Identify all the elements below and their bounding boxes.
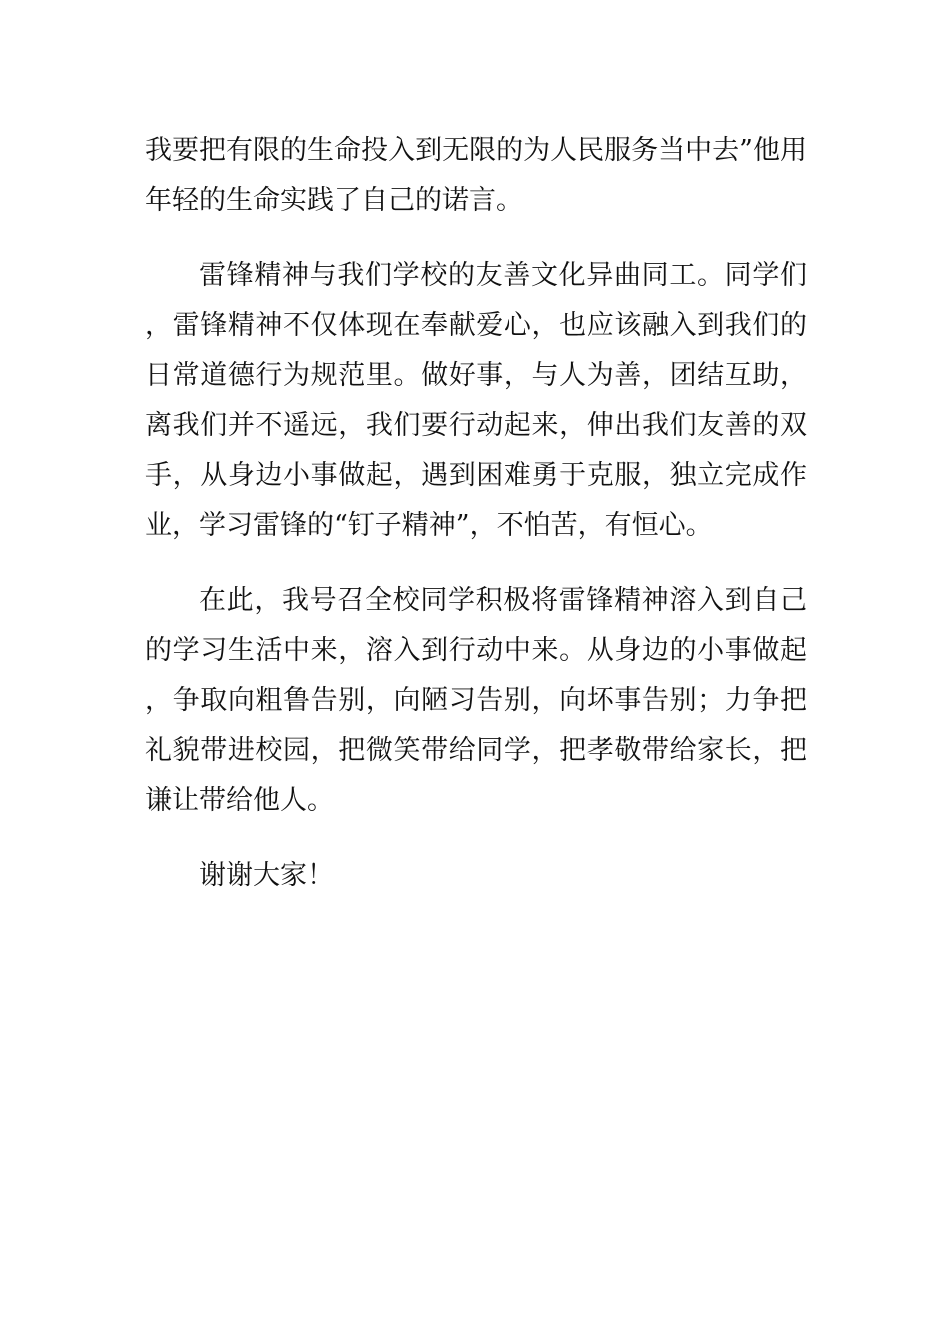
paragraph-call-to-action: 在此，我号召全校同学积极将雷锋精神溶入到自己的学习生活中来，溶入到行动中来。从身边的小事做起，争取向粗鲁告别，向陋习告别，向坏事告别；力争把礼貌带进校园，把微笑带给同学，把孝敬带给家长，把谦让带给他人。 bbox=[145, 585, 807, 816]
paragraph-lei-feng-spirit: 雷锋精神与我们学校的友善文化异曲同工。同学们，雷锋精神不仅体现在奉献爱心，也应该融入到我们的日常道德行为规范里。做好事，与人为善，团结互助，离我们并不遥远，我们要行动起来，伸出我们友善的双手，从身边小事做起，遇到困难勇于克服，独立完成作业，学习雷锋的“钉子精神”，不怕苦，有恒心。 bbox=[145, 260, 807, 541]
paragraph-closing-thanks: 谢谢大家！ bbox=[199, 860, 334, 891]
document-body bbox=[145, 126, 807, 926]
paragraph-continuation: 我要把有限的生命投入到无限的为人民服务当中去”他用年轻的生命实践了自己的诺言。 bbox=[145, 135, 807, 216]
